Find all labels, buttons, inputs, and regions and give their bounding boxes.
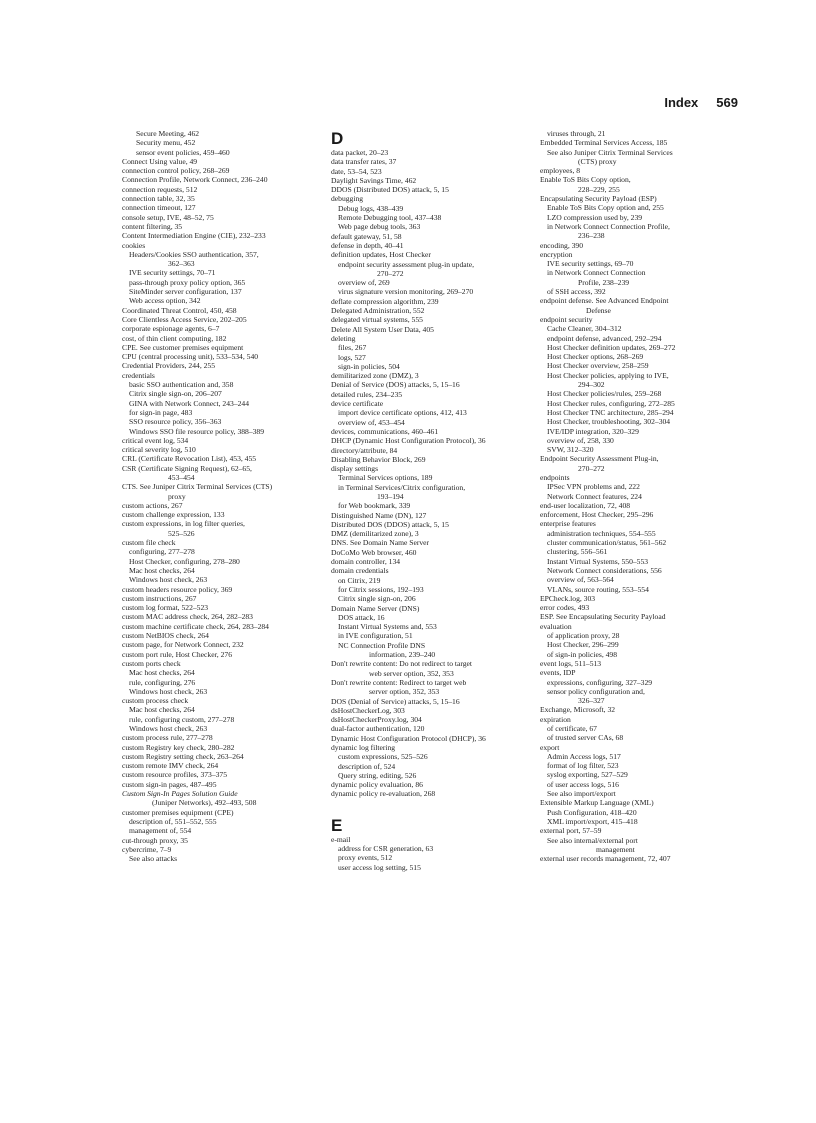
index-subentry: overview of, 269 [338, 278, 390, 288]
index-subentry: Admin Access logs, 517 [547, 751, 621, 761]
index-subentry: Host Checker policies/rules, 259–268 [547, 389, 662, 399]
index-entry: events, IDP [540, 668, 576, 678]
index-entry: CPU (central processing unit), 533–534, 540 [122, 352, 259, 362]
index-subentry: NC Connection Profile DNS [338, 640, 426, 650]
index-subentry: 228–229, 255 [578, 184, 620, 194]
index-entry: console setup, IVE, 48–52, 75 [122, 212, 214, 222]
index-subentry: clustering, 556–561 [547, 547, 608, 557]
index-subentry: IVE security settings, 69–70 [547, 259, 634, 269]
index-entry: DoCoMo Web browser, 460 [331, 547, 417, 557]
index-entry: custom machine certificate check, 264, 283–284 [122, 621, 269, 631]
index-entry: custom Registry key check, 280–282 [122, 742, 235, 752]
index-subentry: overview of, 563–564 [547, 575, 614, 585]
index-subentry: on Citrix, 219 [338, 575, 381, 585]
index-subentry: Instant Virtual Systems, 550–553 [547, 556, 649, 566]
index-entry: demilitarized zone (DMZ), 3 [331, 371, 419, 381]
index-entry: delegated virtual systems, 555 [331, 315, 423, 325]
index-entry: custom resource profiles, 373–375 [122, 770, 228, 780]
index-subentry: 193–194 [377, 491, 404, 501]
index-subentry: address for CSR generation, 63 [338, 844, 434, 854]
index-subentry: endpoint defense, advanced, 292–294 [547, 333, 662, 343]
index-entry: Content Intermediation Engine (CIE), 232–233 [122, 231, 266, 241]
index-entry: Extensible Markup Language (XML) [540, 798, 654, 808]
index-entry: display settings [331, 464, 379, 474]
index-entry: custom remote IMV check, 264 [122, 761, 219, 771]
index-entry: custom headers resource policy, 369 [122, 584, 233, 594]
section-letter: D [331, 129, 344, 148]
index-entry: encryption [540, 249, 573, 259]
index-entry: Daylight Savings Time, 462 [331, 175, 417, 185]
index-entry: dynamic log filtering [331, 743, 396, 752]
index-subentry: in Network Connect Connection [547, 268, 646, 278]
index-entry: custom process check [122, 696, 189, 706]
index-entry: custom expressions, in log filter queries, [122, 519, 245, 529]
index-entry: custom Registry setting check, 263–264 [122, 751, 244, 761]
index-subentry: Host Checker rules, configuring, 272–285 [547, 398, 675, 408]
index-entry: Denial of Service (DOS) attacks, 5, 15–16 [331, 380, 460, 390]
index-entry: Embedded Terminal Services Access, 185 [540, 138, 668, 148]
index-entry: cybercrime, 7–9 [122, 844, 172, 854]
index-entry: Exchange, Microsoft, 32 [540, 705, 616, 715]
index-entry: CPE. See customer premises equipment [122, 342, 244, 352]
index-subentry: 453–454 [168, 472, 195, 482]
index-subentry: Host Checker policies, applying to IVE, [547, 370, 669, 380]
index-entry: CTS. See Juniper Citrix Terminal Services (CTS) [122, 482, 273, 492]
index-subentry: Host Checker, configuring, 278–280 [129, 556, 240, 566]
index-entry: Endpoint Security Assessment Plug-in, [540, 454, 659, 464]
index-subentry: for sign-in page, 483 [129, 407, 193, 417]
index-subentry: format of log filter, 523 [547, 761, 619, 771]
index-subentry: See also import/export [547, 789, 616, 799]
index-subentry: of user access logs, 516 [547, 779, 619, 789]
index-entry: endpoint security [540, 314, 593, 324]
index-entry: EPCheck.log, 303 [540, 593, 596, 603]
index-subentry: of sign-in policies, 498 [547, 649, 618, 659]
index-entry: custom sign-in pages, 487–495 [122, 779, 217, 789]
index-subentry: management [596, 844, 635, 854]
index-subentry: in Network Connect Connection Profile, [547, 221, 670, 231]
index-subentry: administration techniques, 554–555 [547, 528, 656, 538]
index-entry: external user records management, 72, 407 [540, 854, 671, 864]
index-subentry: logs, 527 [338, 352, 366, 362]
index-entry: CSR (Certificate Signing Request), 62–65, [122, 463, 252, 473]
index-subentry: of SSH access, 392 [547, 287, 606, 297]
index-subentry: Host Checker, 296–299 [547, 640, 619, 650]
index-subentry: management of, 554 [129, 826, 192, 836]
index-entry: connection table, 32, 35 [122, 194, 195, 204]
index-entry: dsHostCheckerLog, 303 [331, 705, 405, 715]
index-subentry: XML import/export, 415–418 [547, 816, 638, 826]
index-subentry: for Citrix sessions, 192–193 [338, 584, 424, 594]
index-entry: ESP. See Encapsulating Security Payload [540, 612, 666, 622]
index-column-2 [331, 130, 521, 872]
index-entry: Core Clientless Access Service, 202–205 [122, 314, 247, 324]
index-entry: DNS. See Domain Name Server [331, 538, 430, 548]
index-entry: Coordinated Threat Control, 450, 458 [122, 305, 237, 315]
index-entry: end-user localization, 72, 408 [540, 500, 631, 510]
index-subentry: proxy events, 512 [338, 853, 393, 863]
index-subentry: rule, configuring, 276 [129, 677, 196, 687]
index-subentry: 326–327 [578, 696, 605, 706]
index-entry: custom challenge expression, 133 [122, 510, 225, 520]
index-subentry: sensor policy configuration and, [547, 686, 645, 696]
index-subentry: Mac host checks, 264 [129, 565, 195, 575]
index-entry: dynamic policy re-evaluation, 268 [331, 789, 436, 799]
index-entry: Encapsulating Security Payload (ESP) [540, 194, 657, 204]
index-entry: Custom Sign-In Pages Solution Guide [122, 789, 238, 799]
index-entry: CRL (Certificate Revocation List), 453, 455 [122, 454, 257, 464]
index-entry: enterprise features [540, 519, 596, 529]
index-entry: Disabling Behavior Block, 269 [331, 454, 426, 464]
index-entry: DOS (Denial of Service) attacks, 5, 15–16 [331, 696, 460, 706]
index-subentry: for Web bookmark, 339 [338, 501, 411, 511]
index-entry: endpoint defense. See Advanced Endpoint [540, 296, 669, 306]
index-subentry: virus signature version monitoring, 269–270 [338, 287, 474, 297]
index-subentry: Defense [586, 305, 611, 315]
index-entry: corporate espionage agents, 6–7 [122, 324, 220, 334]
index-entry: dynamic policy evaluation, 86 [331, 780, 423, 790]
index-subentry: custom expressions, 525–526 [338, 752, 428, 762]
index-entry: custom file check [122, 538, 176, 548]
index-entry: custom MAC address check, 264, 282–283 [122, 612, 253, 622]
index-subentry: Security menu, 452 [136, 138, 196, 148]
index-entry: deleting [331, 333, 356, 343]
index-subentry: 270–272 [578, 463, 605, 473]
index-subentry: Debug logs, 438–439 [338, 203, 404, 213]
index-subentry: Windows host check, 263 [129, 575, 208, 585]
index-entry: custom port rule, Host Checker, 276 [122, 649, 232, 659]
index-subentry: of application proxy, 28 [547, 631, 620, 641]
index-entry: default gateway, 51, 58 [331, 231, 402, 241]
index-subentry: Terminal Services options, 189 [338, 473, 433, 483]
index-subentry: Network Connect considerations, 556 [547, 565, 662, 575]
index-subentry: rule, configuring custom, 277–278 [129, 714, 235, 724]
index-subentry: Mac host checks, 264 [129, 668, 195, 678]
index-subentry: Web page debug tools, 363 [338, 222, 421, 232]
index-subentry: Profile, 238–239 [578, 277, 630, 287]
index-entry: custom log format, 522–523 [122, 603, 209, 613]
index-subentry: Enable ToS Bits Copy option and, 255 [547, 203, 664, 213]
index-subentry: Cache Cleaner, 304–312 [547, 324, 622, 334]
index-subentry: LZO compression used by, 239 [547, 212, 643, 222]
index-subentry: Query string, editing, 526 [338, 770, 417, 780]
index-entry: custom process rule, 277–278 [122, 733, 213, 743]
index-entry: critical event log, 534 [122, 435, 189, 445]
index-subentry: Instant Virtual Systems and, 553 [338, 622, 437, 632]
index-subentry: in IVE configuration, 51 [338, 631, 413, 641]
index-entry: credentials [122, 370, 155, 380]
index-subentry: description of, 524 [338, 761, 396, 771]
index-subentry: Host Checker definition updates, 269–272 [547, 342, 676, 352]
index-entry: evaluation [540, 621, 572, 631]
index-entry: encoding, 390 [540, 240, 584, 250]
index-entry: event logs, 511–513 [540, 658, 602, 668]
index-subentry: Host Checker overview, 258–259 [547, 361, 649, 371]
index-entry: connection timeout, 127 [122, 203, 196, 213]
index-subentry: user access log setting, 515 [338, 862, 421, 872]
index-entry: customer premises equipment (CPE) [122, 807, 234, 817]
index-subentry: pass-through proxy policy option, 365 [129, 277, 246, 287]
index-entry: Connect Using value, 49 [122, 156, 198, 166]
index-entry: custom page, for Network Connect, 232 [122, 640, 244, 650]
index-subentry: GINA with Network Connect, 243–244 [129, 398, 250, 408]
section-gap [331, 799, 521, 817]
index-entry: export [540, 742, 560, 752]
index-subentry: web server option, 352, 353 [369, 668, 454, 678]
index-entry: defense in depth, 40–41 [331, 240, 404, 250]
index-entry: custom ports check [122, 658, 181, 668]
index-entry: date, 53–54, 523 [331, 166, 382, 176]
index-subentry: sign-in policies, 504 [338, 361, 400, 371]
index-entry: employees, 8 [540, 166, 581, 176]
index-subentry: overview of, 453–454 [338, 417, 405, 427]
index-column-1 [122, 129, 312, 863]
index-entry: connection requests, 512 [122, 184, 198, 194]
index-subentry: in Terminal Services/Citrix configuration, [338, 482, 466, 492]
index-entry: Dynamic Host Configuration Protocol (DHCP), 36 [331, 733, 486, 743]
index-entry: detailed rules, 234–235 [331, 389, 403, 399]
index-entry: device certificate [331, 399, 384, 409]
index-entry: content filtering, 35 [122, 221, 183, 231]
index-subentry: basic SSO authentication and, 358 [129, 380, 234, 390]
index-entry: data packet, 20–23 [331, 148, 389, 157]
index-entry: Delete All System User Data, 405 [331, 324, 434, 334]
page-number: 569 [716, 95, 738, 110]
index-subentry: Citrix single sign-on, 206–207 [129, 389, 222, 399]
index-entry: cookies [122, 240, 146, 250]
index-subentry: VLANs, source routing, 553–554 [547, 584, 649, 594]
index-subentry: Windows host check, 263 [129, 724, 208, 733]
index-entry: cost, of thin client computing, 182 [122, 333, 227, 343]
running-header [664, 95, 738, 110]
index-entry: enforcement, Host Checker, 295–296 [540, 510, 654, 520]
index-entry: Connection Profile, Network Connect, 236–240 [122, 175, 268, 185]
index-entry: DDOS (Distributed DOS) attack, 5, 15 [331, 185, 449, 195]
index-subentry: (Juniper Networks), 492–493, 508 [152, 798, 257, 808]
index-entry: custom instructions, 267 [122, 593, 197, 603]
index-subentry: import device certificate options, 412, 413 [338, 408, 467, 418]
index-entry: Enable ToS Bits Copy option, [540, 175, 631, 185]
index-entry: devices, communications, 460–461 [331, 426, 439, 436]
index-subentry: syslog exporting, 527–529 [547, 770, 628, 780]
index-subentry: See also attacks [129, 854, 178, 864]
index-entry: Distinguished Name (DN), 127 [331, 510, 427, 520]
index-subentry: sensor event policies, 459–460 [136, 147, 230, 157]
index-entry: custom actions, 267 [122, 500, 183, 510]
index-entry: external port, 57–59 [540, 826, 602, 836]
index-entry: error codes, 493 [540, 603, 590, 613]
index-subentry: (CTS) proxy [578, 156, 617, 166]
index-subentry: IVE security settings, 70–71 [129, 268, 216, 278]
index-entry: e-mail [331, 834, 351, 844]
index-subentry: Network Connect features, 224 [547, 491, 642, 501]
index-entry: endpoints [540, 472, 570, 482]
index-entry: critical severity log, 510 [122, 445, 196, 455]
index-subentry: 362–363 [168, 259, 195, 269]
index-subentry: Headers/Cookies SSO authentication, 357, [129, 249, 259, 259]
index-entry: cut-through proxy, 35 [122, 835, 188, 845]
index-subentry: viruses through, 21 [547, 129, 606, 138]
index-subentry: Windows host check, 263 [129, 686, 208, 696]
index-entry: directory/attribute, 84 [331, 445, 398, 455]
index-subentry: of certificate, 67 [547, 724, 597, 733]
index-subentry: See also Juniper Citrix Terminal Services [547, 147, 673, 157]
index-subentry: Mac host checks, 264 [129, 705, 195, 715]
index-subentry: SSO resource policy, 356–363 [129, 417, 222, 427]
index-subentry: IPSec VPN problems and, 222 [547, 482, 640, 492]
index-entry: custom NetBIOS check, 264 [122, 631, 209, 641]
index-subentry: 294–302 [578, 380, 605, 390]
index-subentry: Host Checker TNC architecture, 285–294 [547, 407, 674, 417]
index-entry: Don't rewrite content: Redirect to target web [331, 677, 467, 687]
index-subentry: server option, 352, 353 [369, 687, 440, 697]
index-entry: Delegated Administration, 552 [331, 306, 425, 316]
index-subentry: 236–238 [578, 231, 605, 241]
index-subentry: 525–526 [168, 528, 195, 538]
index-entry: Don't rewrite content: Do not redirect to target [331, 659, 473, 669]
index-entry: debugging [331, 194, 364, 204]
index-entry: data transfer rates, 37 [331, 157, 397, 167]
index-subentry: Secure Meeting, 462 [136, 129, 200, 138]
index-subentry: DOS attack, 16 [338, 612, 385, 622]
index-entry: Distributed DOS (DDOS) attack, 5, 15 [331, 519, 449, 529]
index-column-3 [540, 129, 730, 863]
index-subentry: of trusted server CAs, 68 [547, 733, 624, 743]
header-title: Index [664, 95, 699, 110]
index-subentry: Citrix single sign-on, 206 [338, 594, 416, 604]
index-entry: deflate compression algorithm, 239 [331, 296, 439, 306]
index-subentry: files, 267 [338, 343, 367, 353]
index-subentry: information, 239–240 [369, 650, 436, 660]
index-subentry: Host Checker options, 268–269 [547, 352, 644, 362]
index-subentry: Windows SSO file resource policy, 388–389 [129, 426, 265, 436]
index-subentry: Push Configuration, 418–420 [547, 807, 637, 817]
index-subentry: Remote Debugging tool, 437–438 [338, 213, 442, 223]
index-subentry: cluster communication/status, 561–562 [547, 538, 667, 548]
index-subentry: proxy [168, 491, 186, 501]
index-subentry: Web access option, 342 [129, 296, 201, 306]
index-subentry: description of, 551–552, 555 [129, 816, 217, 826]
index-entry: DMZ (demilitarized zone), 3 [331, 529, 419, 539]
index-subentry: 270–272 [377, 268, 404, 278]
index-subentry: See also internal/external port [547, 835, 638, 845]
index-entry: Domain Name Server (DNS) [331, 603, 420, 613]
index-subentry: SiteMinder server configuration, 137 [129, 287, 242, 297]
section-letter: E [331, 815, 343, 835]
index-subentry: configuring, 277–278 [129, 547, 195, 557]
index-subentry: endpoint security assessment plug-in update, [338, 259, 475, 269]
index-entry: domain credentials [331, 566, 389, 576]
index-entry: DHCP (Dynamic Host Configuration Protocol), 36 [331, 436, 486, 446]
index-subentry: Host Checker, troubleshooting, 302–304 [547, 417, 671, 427]
index-subentry: IVE/IDP integration, 320–329 [547, 426, 639, 436]
index-subentry: expressions, configuring, 327–329 [547, 677, 653, 687]
index-subentry: SVW, 312–320 [547, 445, 594, 455]
index-entry: Credential Providers, 244, 255 [122, 361, 216, 371]
index-subentry: overview of, 258, 330 [547, 435, 614, 445]
index-entry: domain controller, 134 [331, 557, 401, 567]
index-entry: connection control policy, 268–269 [122, 166, 230, 176]
index-entry: expiration [540, 714, 571, 724]
index-entry: dual-factor authentication, 120 [331, 724, 425, 734]
index-entry: definition updates, Host Checker [331, 250, 431, 260]
index-entry: dsHostCheckerProxy.log, 304 [331, 715, 422, 725]
